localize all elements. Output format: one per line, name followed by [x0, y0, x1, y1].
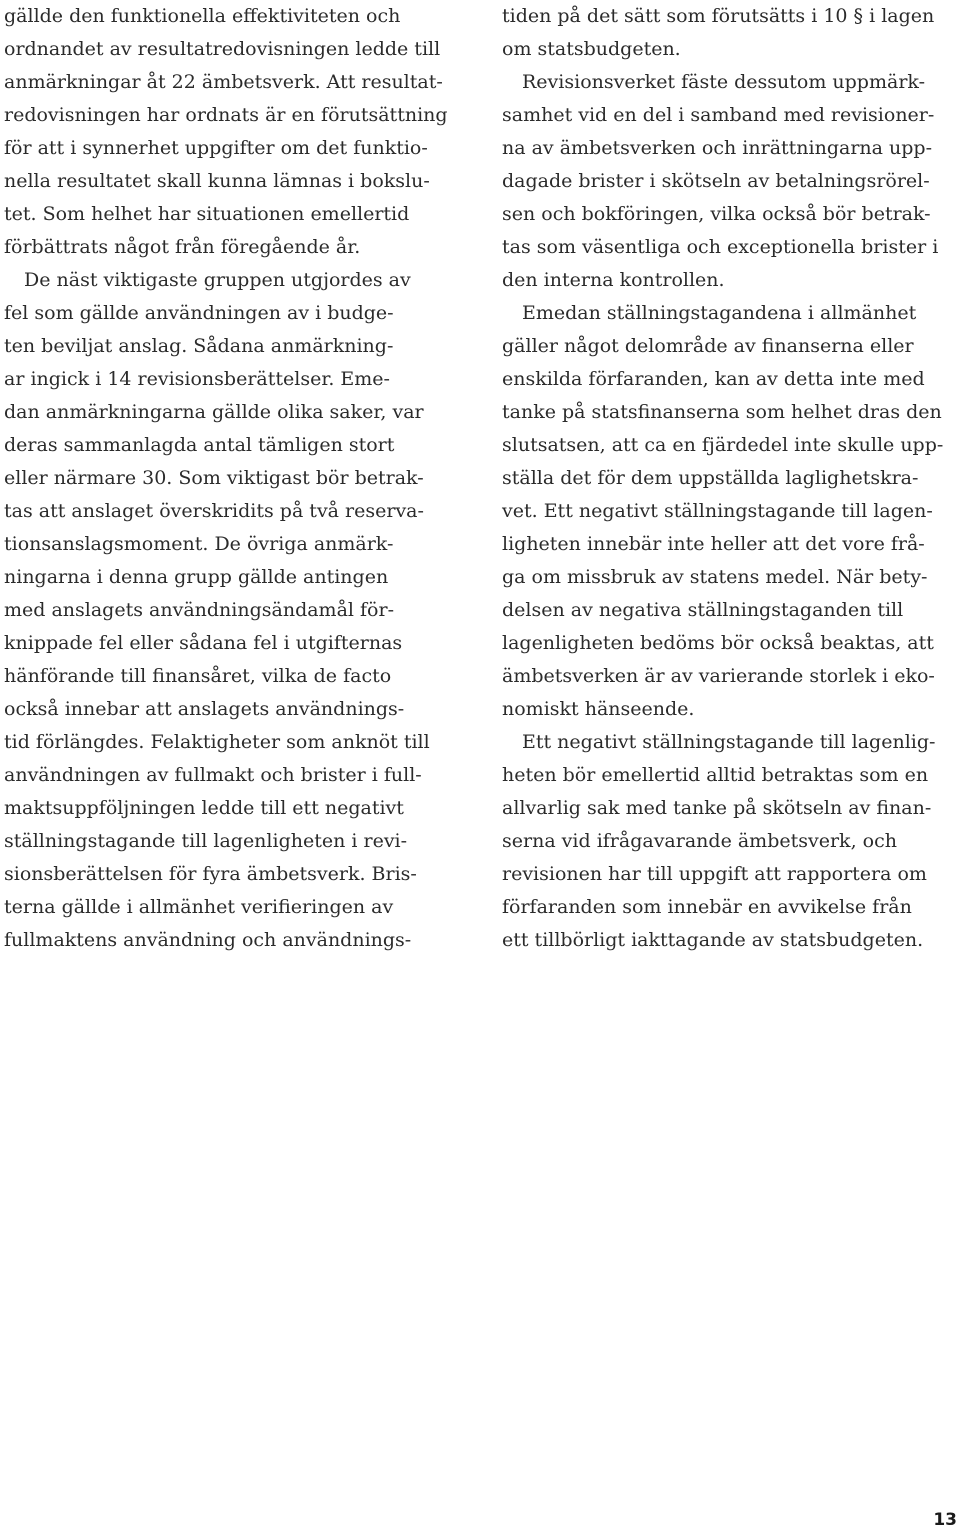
text-line: förbättrats något från föregående år. [4, 236, 361, 258]
text-line: revisionen har till uppgift att rapportera om [502, 863, 927, 885]
text-line: nella resultatet skall kunna lämnas i bokslu- [4, 170, 430, 192]
text-line: enskilda förfaranden, kan av detta inte med [502, 368, 925, 390]
text-line: ställa det för dem uppställda laglighetskra- [502, 467, 919, 489]
text-line: fel som gällde användningen av i budge- [4, 302, 394, 324]
text-line: Emedan ställningstagandena i allmänhet [522, 302, 917, 324]
text-line: sen och bokföringen, vilka också bör betrak- [502, 203, 931, 225]
text-line: ett tillbörligt iakttagande av statsbudgeten. [502, 929, 924, 951]
text-line: na av ämbetsverken och inrättningarna upp- [502, 137, 932, 159]
text-line: tas som väsentliga och exceptionella brister i [502, 236, 939, 258]
text-line: terna gällde i allmänhet verifieringen av [4, 896, 394, 918]
text-line: allvarlig sak med tanke på skötseln av finan- [502, 797, 932, 819]
left-text-column [4, 0, 460, 957]
right-text-column [502, 0, 958, 957]
text-line: serna vid ifrågavarande ämbetsverk, och [502, 830, 897, 852]
text-line: tiden på det sätt som förutsätts i 10 § i lagen [502, 5, 935, 27]
text-line: ten beviljat anslag. Sådana anmärkning- [4, 335, 394, 357]
text-line: dagade brister i skötseln av betalningsrörel- [502, 170, 930, 192]
text-line: användningen av fullmakt och brister i full- [4, 764, 422, 786]
text-line: delsen av negativa ställningstaganden till [502, 599, 904, 621]
text-line: fullmaktens användning och användnings- [4, 929, 412, 951]
text-line: om statsbudgeten. [502, 38, 681, 60]
text-line: tid förlängdes. Felaktigheter som anknöt till [4, 731, 430, 753]
text-line: ligheten innebär inte heller att det vore frå- [502, 533, 925, 555]
text-line: slutsatsen, att ca en fjärdedel inte skulle upp- [502, 434, 944, 456]
text-line: redovisningen har ordnats är en förutsättning [4, 104, 448, 126]
text-line: maktsuppföljningen ledde till ett negativt [4, 797, 404, 819]
text-line: dan anmärkningarna gällde olika saker, var [4, 401, 424, 423]
page-number: 13 [933, 1510, 957, 1530]
text-line: vet. Ett negativt ställningstagande till lagen- [502, 500, 933, 522]
text-line: De näst viktigaste gruppen utgjordes av [24, 269, 411, 291]
text-line: den interna kontrollen. [502, 269, 725, 291]
text-line: också innebar att anslagets användnings- [4, 698, 405, 720]
text-line: sionsberättelsen för fyra ämbetsverk. Bris- [4, 863, 417, 885]
text-line: för att i synnerhet uppgifter om det funktio- [4, 137, 428, 159]
text-line: tionsanslagsmoment. De övriga anmärk- [4, 533, 394, 555]
text-line: ordnandet av resultatredovisningen ledde till [4, 38, 441, 60]
text-line: gällde den funktionella effektiviteten och [4, 5, 401, 27]
text-line: ga om missbruk av statens medel. När bety- [502, 566, 928, 588]
text-line: lagenligheten bedöms bör också beaktas, att [502, 632, 934, 654]
text-line: ställningstagande till lagenligheten i revi- [4, 830, 408, 852]
text-line: tas att anslaget överskridits på två reserva- [4, 500, 424, 522]
text-line: med anslagets användningsändamål för- [4, 599, 394, 621]
text-line: gäller något delområde av finanserna eller [502, 335, 914, 357]
text-line: ningarna i denna grupp gällde antingen [4, 566, 389, 588]
text-line: eller närmare 30. Som viktigast bör betrak- [4, 467, 424, 489]
text-line: ämbetsverken är av varierande storlek i eko- [502, 665, 935, 687]
text-line: tanke på statsfinanserna som helhet dras den [502, 401, 942, 423]
text-line: förfaranden som innebär en avvikelse från [502, 896, 912, 918]
text-line: knippade fel eller sådana fel i utgifternas [4, 632, 403, 654]
text-line: tet. Som helhet har situationen emellertid [4, 203, 410, 225]
text-line: hänförande till finansåret, vilka de facto [4, 665, 392, 687]
text-line: anmärkningar åt 22 ämbetsverk. Att resultat- [4, 71, 443, 93]
text-line: ar ingick i 14 revisionsberättelser. Eme- [4, 368, 390, 390]
text-line: nomiskt hänseende. [502, 698, 695, 720]
text-line: deras sammanlagda antal tämligen stort [4, 434, 395, 456]
text-line: Revisionsverket fäste dessutom uppmärk- [522, 71, 925, 93]
text-line: samhet vid en del i samband med revisioner- [502, 104, 935, 126]
text-line: heten bör emellertid alltid betraktas som en [502, 764, 929, 786]
text-line: Ett negativt ställningstagande till lagenlig- [522, 731, 936, 753]
